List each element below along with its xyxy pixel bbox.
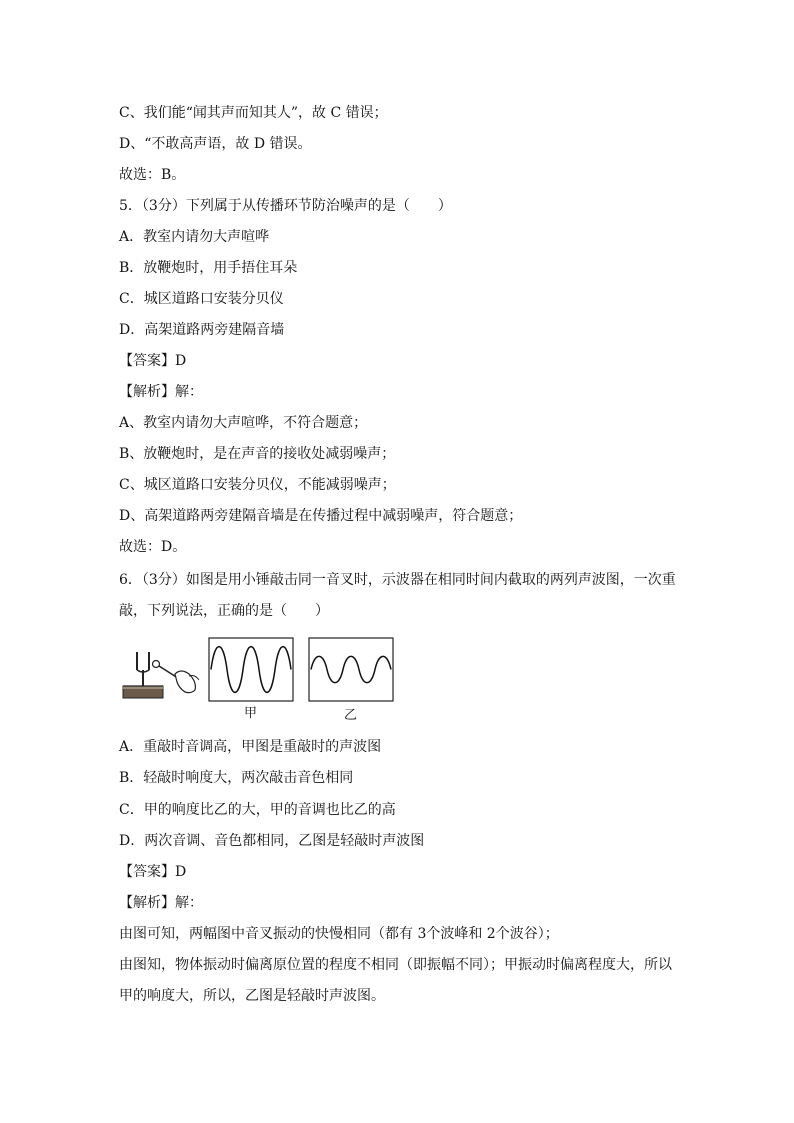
text-line: C、城区道路口安装分贝仪，不能减弱噪声； xyxy=(119,477,396,493)
question-6-stem-cont: 敲，下列说法，正确的是（ ） xyxy=(119,603,329,619)
option-d: D．两次音调、音色都相同，乙图是轻敲时声波图 xyxy=(119,833,425,849)
option-c: C．甲的响度比乙的大，甲的音调也比乙的高 xyxy=(119,802,396,818)
waveform-yi-frame xyxy=(309,638,393,701)
text-line: D、高架道路两旁建隔音墙是在传播过程中减弱噪声，符合题意； xyxy=(119,508,523,524)
text-line: 故选：D。 xyxy=(119,539,187,555)
option-a: A．重敲时音调高，甲图是重敲时的声波图 xyxy=(119,739,382,755)
text-line: A、教室内请勿大声喧哗，不符合题意； xyxy=(119,415,368,431)
analysis-label: 【解析】解： xyxy=(119,895,203,911)
text-line: 由图知，物体振动时偏离原位置的程度不相同（即振幅不同）；甲振动时偏离程度大，所以 xyxy=(119,957,672,973)
text-line: C、我们能“闻其声而知其人”，故 C 错误； xyxy=(119,105,388,121)
option-d: D．高架道路两旁建隔音墙 xyxy=(119,322,285,338)
text-line: 故选：B。 xyxy=(119,167,186,183)
option-b: B．轻敲时响度大，两次敲击音色相同 xyxy=(119,770,354,786)
answer-label: 【答案】D xyxy=(119,353,187,369)
text-line: B、放鞭炮时，是在声音的接收处减弱噪声； xyxy=(119,446,396,462)
tuning-fork-figure xyxy=(119,636,399,726)
text-line: D、“不敢高声语，故 D 错误。 xyxy=(119,136,312,152)
option-a: A．教室内请勿大声喧哗 xyxy=(119,229,270,245)
option-b: B．放鞭炮时，用手捂住耳朵 xyxy=(119,260,298,276)
question-5-stem: 5．（3分）下列属于从传播环节防治噪声的是（ ） xyxy=(119,198,452,214)
option-c: C．城区道路口安装分贝仪 xyxy=(119,291,284,307)
text-line: 甲的响度大，所以，乙图是轻敲时声波图。 xyxy=(119,988,385,1004)
text-line: 由图可知，两幅图中音叉振动的快慢相同（都有 3个波峰和 2个波谷）； xyxy=(119,926,559,942)
figure-label-jia: 甲 xyxy=(244,706,258,721)
figure-label-yi: 乙 xyxy=(344,708,358,723)
question-6-stem: 6．（3分）如图是用小锤敲击同一音叉时，示波器在相同时间内截取的两列声波图，一次重 xyxy=(119,572,676,588)
answer-label: 【答案】D xyxy=(119,864,187,880)
analysis-label: 【解析】解： xyxy=(119,384,203,400)
